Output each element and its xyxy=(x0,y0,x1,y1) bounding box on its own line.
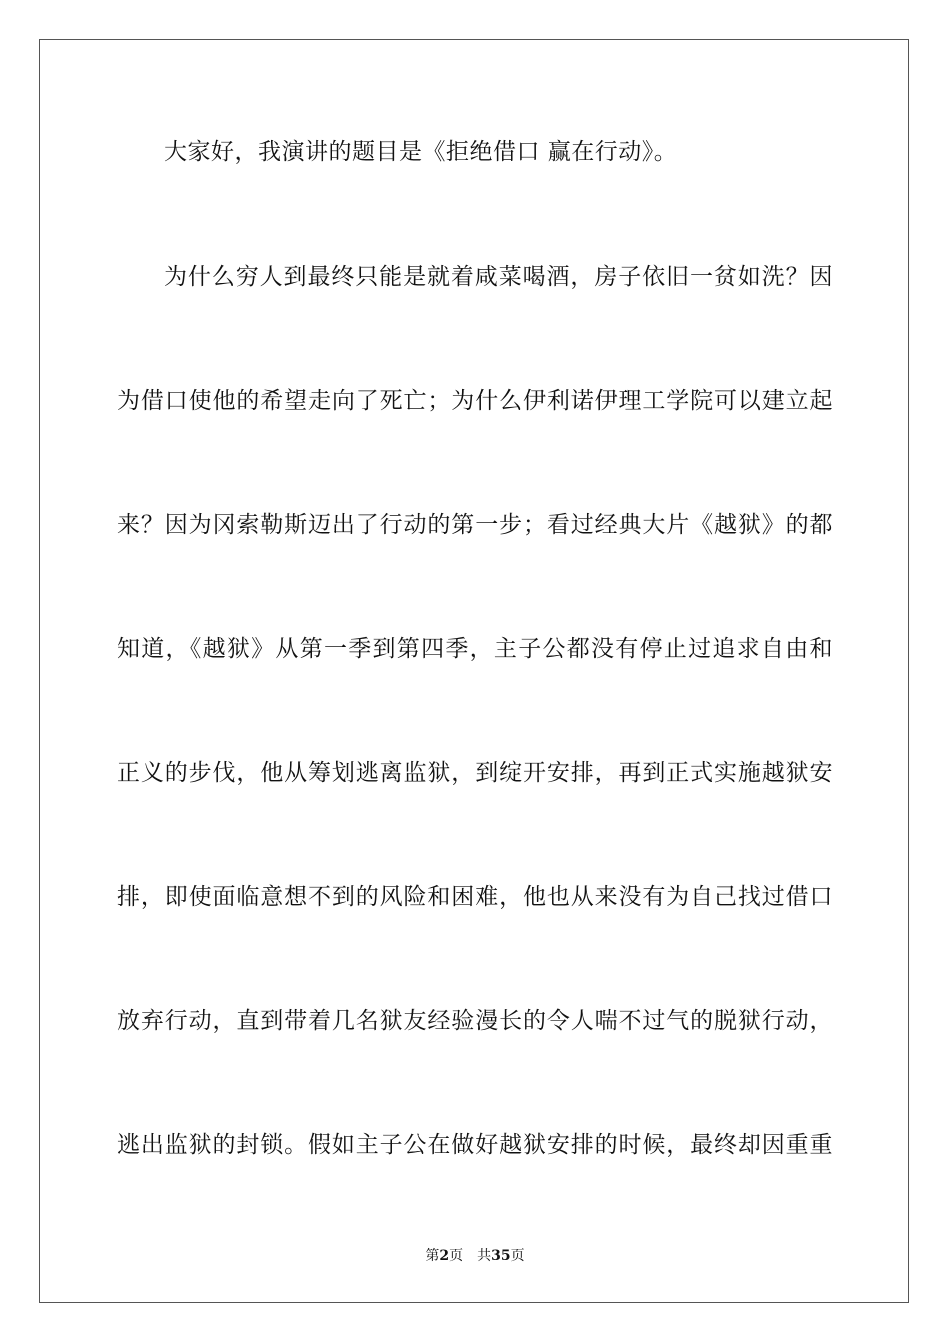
page-current: 2 xyxy=(439,1248,450,1264)
page-footer xyxy=(0,1247,950,1265)
paragraph-line-8: 放弃行动，直到带着几名狱友经验漫长的令人喘不过气的脱狱行动， xyxy=(117,1008,833,1034)
paragraph-line-4: 来？因为冈索勒斯迈出了行动的第一步；看过经典大片《越狱》的都 xyxy=(117,512,833,538)
paragraph-line-1: 大家好，我演讲的题目是《拒绝借口 赢在行动》。 xyxy=(164,139,678,165)
paragraph-line-9: 逃出监狱的封锁。假如主子公在做好越狱安排的时候，最终却因重重 xyxy=(117,1132,833,1158)
page-total: 35 xyxy=(491,1248,511,1264)
paragraph-line-7: 排，即使面临意想不到的风险和困难，他也从来没有为自己找过借口 xyxy=(117,884,833,910)
total-prefix: 共 xyxy=(477,1248,492,1264)
paragraph-line-5: 知道，《越狱》从第一季到第四季，主子公都没有停止过追求自由和 xyxy=(117,636,833,662)
paragraph-line-3: 为借口使他的希望走向了死亡；为什么伊利诺伊理工学院可以建立起 xyxy=(117,388,833,414)
page-unit: 页 xyxy=(449,1248,464,1264)
paragraph-line-2: 为什么穷人到最终只能是就着咸菜喝酒，房子依旧一贫如洗？因 xyxy=(164,264,833,290)
page-border xyxy=(39,39,909,1303)
total-unit: 页 xyxy=(510,1248,525,1264)
paragraph-line-6: 正义的步伐，他从筹划逃离监狱，到绽开安排，再到正式实施越狱安 xyxy=(117,760,833,786)
page-prefix: 第 xyxy=(425,1248,440,1264)
